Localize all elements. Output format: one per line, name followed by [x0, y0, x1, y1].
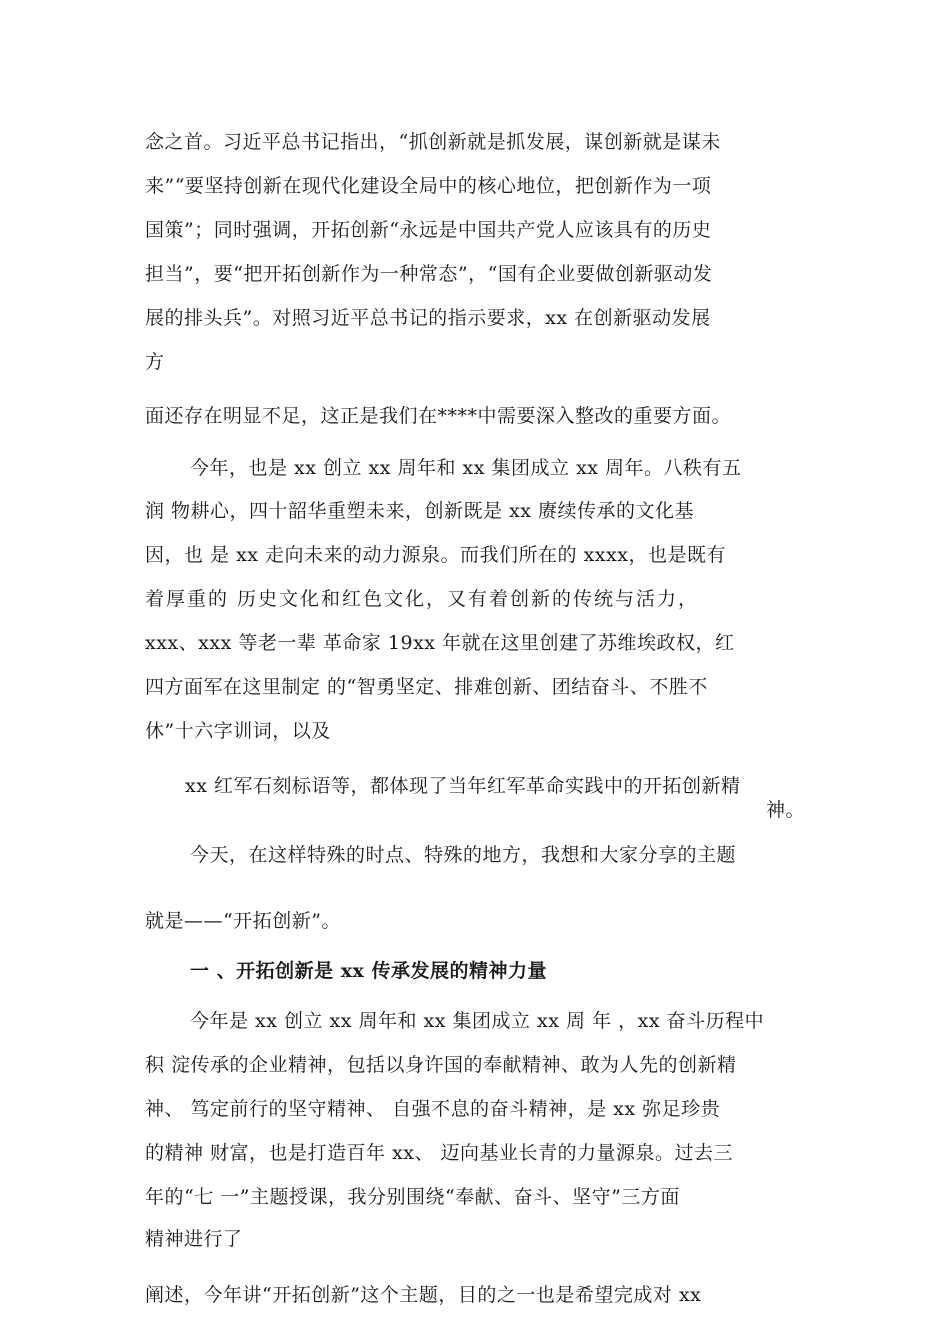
text-line: 年的“七 一”主题授课，我分别围绕“奉献、奋斗、坚守”三方面 [145, 1186, 680, 1208]
text-line: 念之首。习近平总书记指出，“抓创新就是抓发展，谋创新就是谋未 [145, 131, 721, 153]
text-line: 润 物耕心，四十韶华重塑未来，创新既是 xx 赓续传承的文化基 [145, 500, 695, 522]
paragraph-first-line: 今天，在这样特殊的时点、特殊的地方，我想和大家分享的主题 [190, 844, 737, 866]
text-line: 面还存在明显不足，这正是我们在****中需要深入整改的重要方面。 [145, 405, 732, 427]
text-line: xxx、xxx 等老一辈 革命家 19xx 年就在这里创建了苏维埃政权，红 [145, 632, 735, 654]
paragraph-first-line: 今年是 xx 创立 xx 周年和 xx 集团成立 xx 周 年 ，xx 奋斗历程中 [190, 1010, 765, 1032]
text-line: 着厚重的 历史文化和红色文化，又有着创新的传统与活力， [145, 588, 700, 610]
text-line: 展的排头兵”。对照习近平总书记的指示要求，xx 在创新驱动发展 [145, 307, 711, 329]
paragraph-first-line: xx 红军石刻标语等，都体现了当年红军革命实践中的开拓创新精 [185, 775, 741, 797]
text-line: 就是——“开拓创新”。 [145, 910, 341, 932]
paragraph-first-line: 今年，也是 xx 创立 xx 周年和 xx 集团成立 xx 周年。八秩有五 [190, 457, 742, 479]
text-line: 休”十六字训词，以及 [145, 720, 331, 742]
section-heading: 一 、开拓创新是 xx 传承发展的精神力量 [190, 960, 548, 982]
text-line: 神、 笃定前行的坚守精神、 自强不息的奋斗精神，是 xx 弥足珍贵 [145, 1098, 721, 1120]
text-line: 四方面军在这里制定 的“智勇坚定、排难创新、团结奋斗、不胜不 [145, 676, 708, 698]
text-line: 阐述，今年讲“开拓创新”这个主题，目的之一也是希望完成对 xx [145, 1284, 702, 1306]
text-line: 担当”，要“把开拓创新作为一种常态”，“国有企业要做创新驱动发 [145, 263, 713, 285]
text-line: 来”“要坚持创新在现代化建设全局中的核心地位，把创新作为一项 [145, 175, 712, 197]
text-line: 积 淀传承的企业精神，包括以身许国的奉献精神、敢为人先的创新精 [145, 1054, 737, 1076]
text-line: 因，也 是 xx 走向未来的动力源泉。而我们所在的 xxxx，也是既有 [145, 544, 726, 566]
text-line: 的精神 财富，也是打造百年 xx、 迈向基业长青的力量源泉。过去三 [145, 1142, 734, 1164]
text-line: 精神进行了 [145, 1228, 243, 1250]
text-line: 国策”；同时强调，开拓创新“永远是中国共产党人应该具有的历史 [145, 219, 712, 241]
text-line: 神。 [765, 799, 805, 821]
text-line: 方 [145, 351, 165, 373]
